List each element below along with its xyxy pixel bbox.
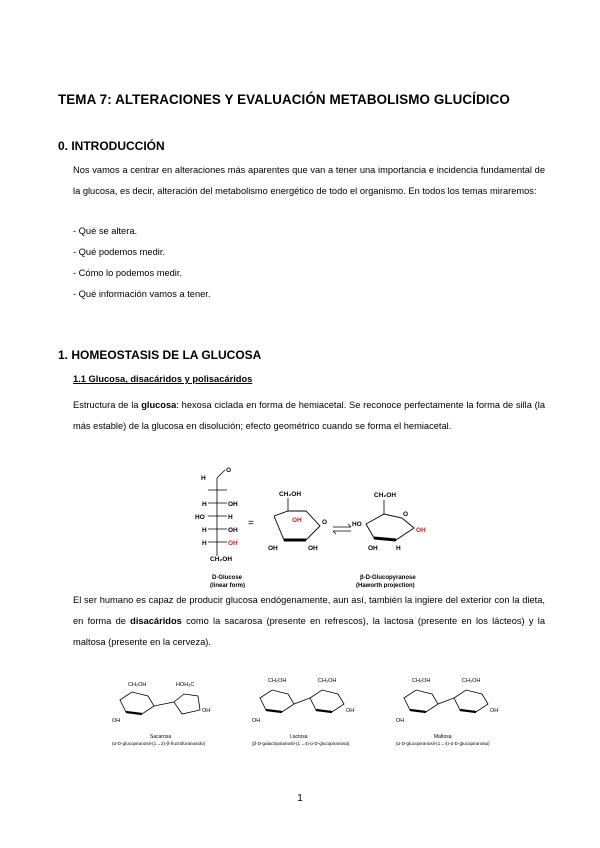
atom-label: OH bbox=[346, 708, 355, 714]
atom-label: OH bbox=[396, 718, 405, 724]
atom-label: CH₂OH bbox=[210, 556, 233, 563]
caption-label: β-D-Glucopyranose bbox=[360, 575, 416, 581]
atom-label: OH bbox=[112, 718, 121, 724]
atom-label: CH₂OH bbox=[412, 678, 431, 684]
page-number: 1 bbox=[297, 793, 303, 804]
glucose-structure-paragraph bbox=[73, 395, 545, 437]
atom-label: OH bbox=[252, 718, 261, 724]
atom-label: OH bbox=[292, 517, 302, 524]
bullet-item: - Qué se altera. bbox=[73, 226, 138, 236]
disaccharides-figure bbox=[112, 672, 522, 752]
atom-label: OH bbox=[308, 545, 318, 552]
subsection-heading: 1.1 Glucosa, disacáridos y polisacáridos bbox=[73, 374, 253, 384]
atom-label: H bbox=[202, 540, 207, 547]
atom-label: O bbox=[322, 519, 328, 526]
atom-label: CH₂OH bbox=[374, 492, 397, 499]
atom-label: CH₂OH bbox=[318, 678, 337, 684]
glucose-haworth-form bbox=[352, 492, 426, 588]
atom-label: HO bbox=[195, 514, 205, 521]
caption-label: (linear form) bbox=[210, 583, 246, 588]
atom-label: OH bbox=[228, 501, 238, 508]
atom-label: H bbox=[228, 514, 233, 521]
bullet-item: - Qué podemos medir. bbox=[73, 247, 165, 257]
caption-label: (β-D-galactopiranosil-(1→4)-α-D-glucopiranosa) bbox=[252, 741, 350, 746]
caption-label: (Haworth projection) bbox=[356, 583, 415, 588]
atom-label: CH₂OH bbox=[462, 678, 481, 684]
atom-label: CH₂OH bbox=[279, 491, 302, 498]
text-run: Estructura de la bbox=[73, 400, 142, 410]
intro-paragraph: Nos vamos a centrar en alteraciones más aparentes que van a tener una importancia e incidencia fundamental de la glucosa, es decir, alteración del metabolismo energético de todo el organismo. En todos los temas miraremos: bbox=[73, 165, 545, 196]
text-run: El ser humano es capaz de producir glucosa endógenamente, aun así, también la ingiere del exterior con la dieta, en forma de bbox=[73, 595, 545, 626]
atom-label: O bbox=[403, 511, 409, 518]
text-run: : hexosa ciclada en forma de hemiacetal. Se reconoce perfectamente la forma de silla (la más estable) de la glucosa en disolución; efecto geométrico cuando se forma el hemiacetal. bbox=[73, 400, 545, 431]
glucose-structures-figure bbox=[188, 466, 438, 588]
section-heading-homeostasis: 1. HOMEOSTASIS DE LA GLUCOSA bbox=[58, 348, 262, 362]
caption-label: (α-D-glucopiranosil-(1→4)-α-D-glucopiranosa) bbox=[396, 741, 490, 746]
atom-label: H bbox=[396, 545, 401, 552]
atom-label: OH bbox=[228, 540, 238, 547]
disaccharides-paragraph bbox=[73, 590, 545, 653]
atom-label: OH bbox=[202, 708, 211, 714]
atom-label: CH₂OH bbox=[268, 678, 287, 684]
atom-label: CH₂OH bbox=[128, 682, 147, 688]
atom-label: OH bbox=[228, 527, 238, 534]
glucose-chair-form bbox=[268, 491, 327, 552]
maltose-structure bbox=[396, 678, 498, 746]
atom-label: O bbox=[226, 467, 232, 474]
atom-label: H bbox=[201, 475, 206, 482]
text-run: como la sacarosa (presente en refrescos), la lactosa (presente en los lácteos) y la maltosa (presente en la cerveza). bbox=[73, 616, 545, 647]
atom-label: OH bbox=[368, 545, 378, 552]
bullet-item: - Cómo lo podemos medir. bbox=[73, 268, 183, 278]
equals-sign: = bbox=[248, 518, 254, 529]
atom-label: H bbox=[202, 501, 207, 508]
caption-label: Lactosa bbox=[290, 734, 308, 740]
bold-term-glucosa: glucosa bbox=[141, 400, 177, 410]
bold-term-disacaridos: disacáridos bbox=[130, 616, 182, 626]
document-title: TEMA 7: ALTERACIONES Y EVALUACIÓN METABOLISMO GLUCÍDICO bbox=[58, 92, 510, 107]
atom-label: H bbox=[202, 527, 207, 534]
caption-label: Maltosa bbox=[434, 734, 452, 740]
caption-label: (α-D-glucopiranosil-(1→2)-β-fructofuranosido) bbox=[112, 741, 206, 746]
caption-label: Sacarosa bbox=[150, 734, 172, 740]
glucose-linear-form bbox=[195, 467, 245, 588]
section-heading-intro: 0. INTRODUCCIÓN bbox=[58, 139, 165, 153]
bullet-item: - Qué información vamos a tener. bbox=[73, 289, 211, 299]
atom-label: OH bbox=[268, 545, 278, 552]
atom-label: HO bbox=[352, 521, 362, 528]
caption-label: D-Glucose bbox=[212, 575, 243, 581]
sucrose-structure bbox=[112, 682, 210, 746]
lactose-structure bbox=[252, 678, 354, 746]
atom-label: OH bbox=[416, 527, 426, 534]
atom-label: OH bbox=[490, 708, 499, 714]
atom-label: HOH₂C bbox=[176, 682, 195, 688]
